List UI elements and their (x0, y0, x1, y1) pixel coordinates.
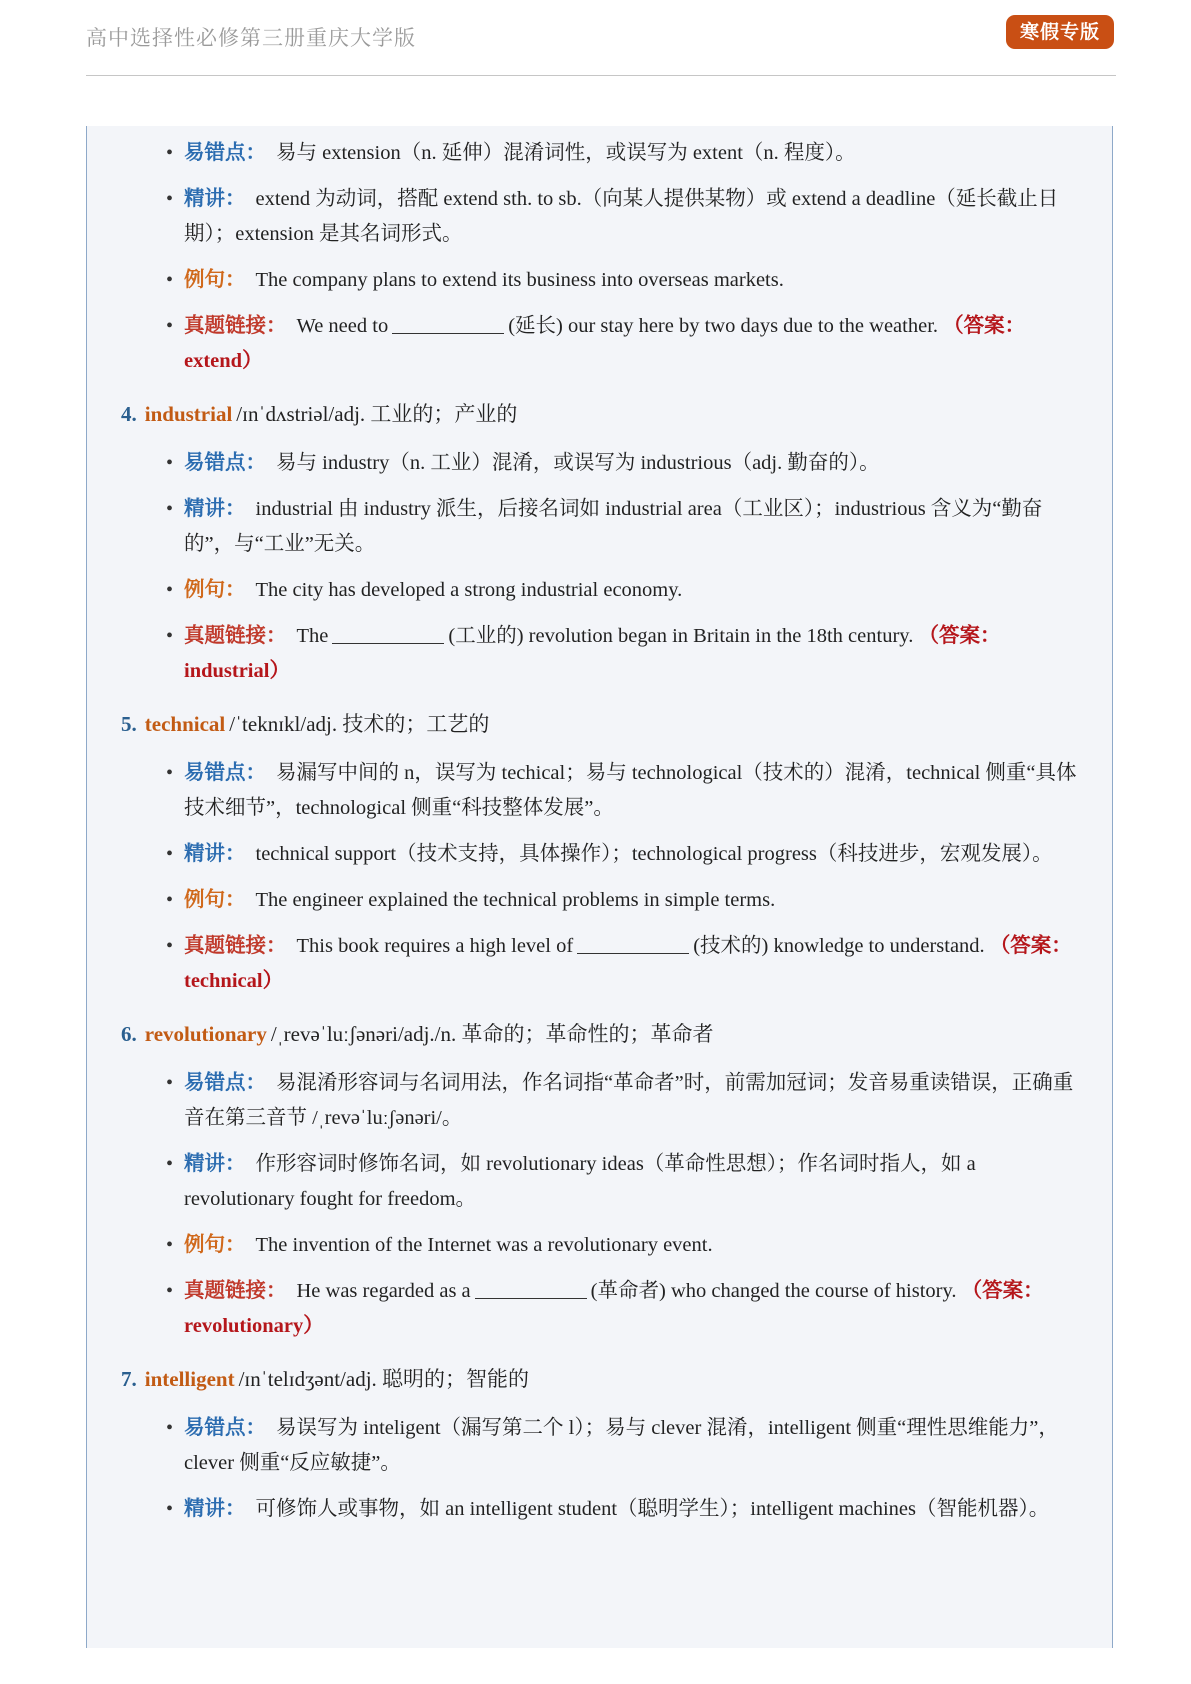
list-item (166, 263, 1084, 298)
item-text: 易与 extension（n. 延伸）混淆词性，或误写为 extent（n. 程度）。 (276, 142, 856, 164)
item-label: 精讲： (184, 498, 246, 520)
answer-text: （答案：technical） (184, 935, 1072, 992)
item-text: 易漏写中间的 n，误写为 techical；易与 technological（技术的）混淆，technical 侧重“具体技术细节”，technological 侧重“科技整体发展”。 (184, 762, 1077, 819)
question-text-after: (技术的) knowledge to understand. (693, 935, 990, 957)
item-text: 作形容词时修饰名词，如 revolutionary ideas（革命性思想）；作名词时指人，如 a revolutionary fought for freedom。 (184, 1153, 976, 1210)
list-item (166, 573, 1084, 608)
list-item (166, 1066, 1084, 1136)
question-text-before: He was regarded as a (296, 1280, 471, 1302)
bullet-dot-icon: • (166, 625, 174, 647)
item-text: The engineer explained the technical problems in simple terms. (255, 889, 776, 911)
entry-phonetic-definition: /ˈteknɪkl/adj. 技术的；工艺的 (229, 712, 490, 736)
item-label: 例句： (184, 1234, 246, 1256)
list-item (166, 1274, 1084, 1344)
answer-blank (475, 1278, 587, 1299)
vocabulary-content (87, 136, 1112, 1538)
question-text-before: The (296, 625, 329, 647)
item-text: 易误写为 inteligent（漏写第二个 l）；易与 clever 混淆，intelligent 侧重“理性思维能力”，clever 侧重“反应敏捷”。 (184, 1417, 1059, 1474)
bullet-dot-icon: • (166, 889, 174, 911)
bullet-dot-icon: • (166, 188, 174, 210)
item-text: The company plans to extend its business into overseas markets. (255, 269, 784, 291)
entry-word: industrial (144, 402, 233, 426)
item-text: extend 为动词，搭配 extend sth. to sb.（向某人提供某物）或 extend a deadline（延长截止日期）；extension 是其名词形式。 (184, 188, 1059, 245)
item-label: 例句： (184, 889, 246, 911)
bullet-list (87, 446, 1112, 689)
list-item (166, 136, 1084, 171)
bullet-dot-icon: • (166, 315, 174, 337)
item-text: The invention of the Internet was a revolutionary event. (255, 1234, 713, 1256)
item-label: 精讲： (184, 188, 246, 210)
bullet-dot-icon: • (166, 1498, 174, 1520)
header-divider (86, 75, 1116, 76)
answer-text: （答案：revolutionary） (184, 1280, 1044, 1337)
item-label: 精讲： (184, 1498, 246, 1520)
entry-phonetic-definition: /ɪnˈtelɪdʒənt/adj. 聪明的；智能的 (238, 1367, 530, 1391)
bullet-dot-icon: • (166, 452, 174, 474)
list-item (166, 1411, 1084, 1481)
item-label: 真题链接： (184, 315, 287, 337)
entry-word: intelligent (144, 1367, 235, 1391)
item-text: The city has developed a strong industrial economy. (255, 579, 683, 601)
question-text-before: This book requires a high level of (296, 935, 574, 957)
bullet-dot-icon: • (166, 1234, 174, 1256)
entry-word: technical (144, 712, 226, 736)
list-item (166, 492, 1084, 562)
question-text-before: We need to (296, 315, 389, 337)
item-label: 例句： (184, 269, 246, 291)
vocab-entry-heading (121, 707, 1112, 742)
list-item (166, 182, 1084, 252)
answer-blank (332, 623, 444, 644)
answer-blank (577, 933, 689, 954)
bullet-list (87, 136, 1112, 379)
item-label: 真题链接： (184, 1280, 287, 1302)
bullet-list (87, 1411, 1112, 1527)
answer-text: （答案：extend） (184, 315, 1026, 372)
item-label: 真题链接： (184, 625, 287, 647)
entry-phonetic-definition: /ɪnˈdʌstriəl/adj. 工业的；产业的 (236, 402, 518, 426)
list-item (166, 619, 1084, 689)
entry-number: 4. (121, 402, 137, 426)
item-label: 易错点： (184, 1417, 266, 1439)
content-panel (86, 126, 1113, 1648)
list-item (166, 756, 1084, 826)
item-text: technical support（技术支持，具体操作）；technological progress（科技进步，宏观发展）。 (255, 843, 1053, 865)
item-label: 易错点： (184, 452, 266, 474)
item-label: 易错点： (184, 142, 266, 164)
item-label: 例句： (184, 579, 246, 601)
entry-word: revolutionary (144, 1022, 267, 1046)
answer-blank (392, 313, 504, 334)
entry-number: 6. (121, 1022, 137, 1046)
item-text: 易与 industry（n. 工业）混淆，或误写为 industrious（adj. 勤奋的）。 (276, 452, 880, 474)
list-item (166, 1147, 1084, 1217)
item-label: 精讲： (184, 1153, 246, 1175)
bullet-dot-icon: • (166, 142, 174, 164)
page-header-title: 高中选择性必修第三册重庆大学版 (86, 26, 416, 50)
bullet-dot-icon: • (166, 498, 174, 520)
item-text: 易混淆形容词与名词用法，作名词指“革命者”时，前需加冠词；发音易重读错误，正确重音在第三音节 /ˌrevəˈluːʃənəri/。 (184, 1072, 1074, 1129)
bullet-dot-icon: • (166, 843, 174, 865)
item-label: 易错点： (184, 762, 266, 784)
entry-phonetic-definition: /ˌrevəˈluːʃənəri/adj./n. 革命的；革命性的；革命者 (270, 1022, 714, 1046)
vocab-entry-heading (121, 397, 1112, 432)
list-item (166, 1228, 1084, 1263)
entry-number: 7. (121, 1367, 137, 1391)
list-item (166, 929, 1084, 999)
answer-text: （答案：industrial） (184, 625, 1001, 682)
question-text-after: (工业的) revolution began in Britain in the 18th century. (448, 625, 919, 647)
bullet-list (87, 756, 1112, 999)
bullet-list (87, 1066, 1112, 1344)
question-text-after: (革命者) who changed the course of history. (590, 1280, 962, 1302)
item-label: 真题链接： (184, 935, 287, 957)
question-text-after: (延长) our stay here by two days due to the weather. (508, 315, 944, 337)
entry-number: 5. (121, 712, 137, 736)
bullet-dot-icon: • (166, 1280, 174, 1302)
list-item (166, 1492, 1084, 1527)
list-item (166, 883, 1084, 918)
item-label: 易错点： (184, 1072, 266, 1094)
list-item (166, 446, 1084, 481)
vocab-entry-heading (121, 1017, 1112, 1052)
list-item (166, 837, 1084, 872)
bullet-dot-icon: • (166, 1417, 174, 1439)
bullet-dot-icon: • (166, 762, 174, 784)
bullet-dot-icon: • (166, 1072, 174, 1094)
item-text: 可修饰人或事物，如 an intelligent student（聪明学生）；intelligent machines（智能机器）。 (255, 1498, 1050, 1520)
vocab-entry-heading (121, 1362, 1112, 1397)
item-text: industrial 由 industry 派生，后接名词如 industrial area（工业区）；industrious 含义为“勤奋的”，与“工业”无关。 (184, 498, 1043, 555)
list-item (166, 309, 1084, 379)
item-label: 精讲： (184, 843, 246, 865)
bullet-dot-icon: • (166, 269, 174, 291)
bullet-dot-icon: • (166, 1153, 174, 1175)
bullet-dot-icon: • (166, 935, 174, 957)
bullet-dot-icon: • (166, 579, 174, 601)
edition-badge: 寒假专版 (1006, 15, 1114, 49)
